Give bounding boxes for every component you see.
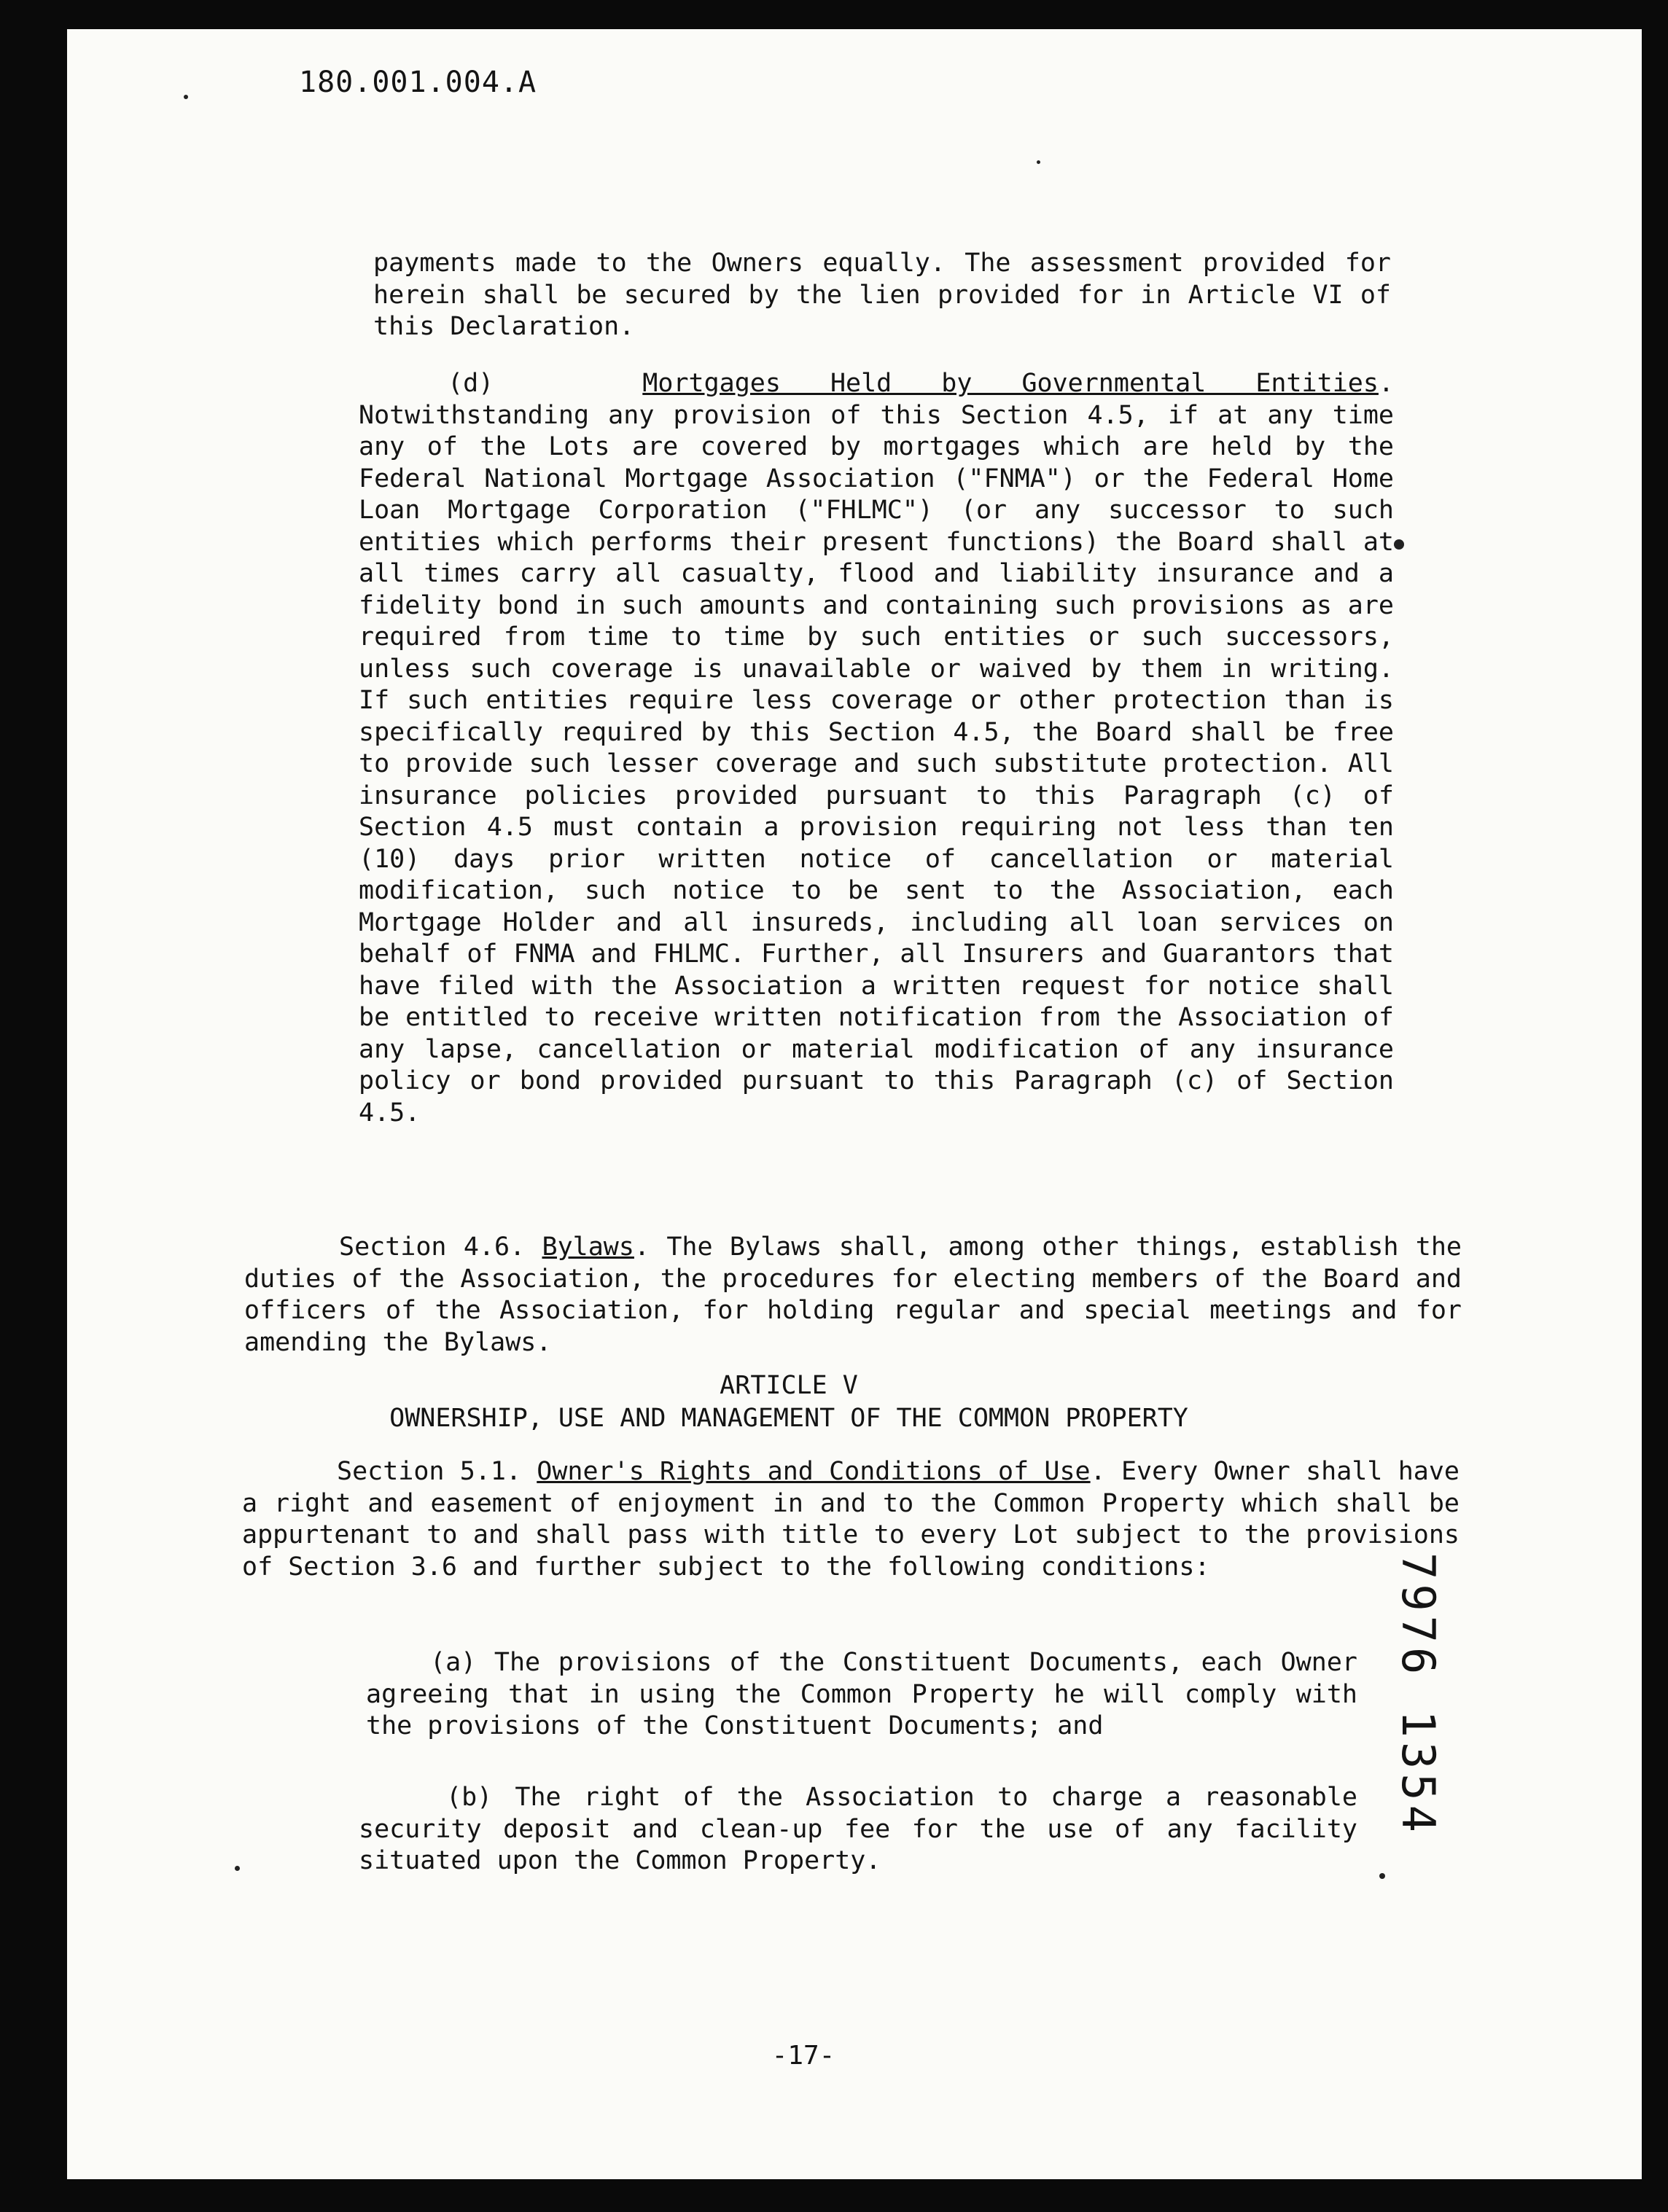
condition-b — [359, 1782, 1357, 1877]
scan-speck — [184, 95, 188, 99]
document-id: 180.001.004.A — [299, 66, 537, 99]
paragraph-d-heading: Mortgages Held by Governmental Entities — [642, 369, 1379, 398]
scan-speck — [1037, 160, 1040, 164]
scan-speck — [1379, 1873, 1385, 1879]
scan-speck — [1394, 539, 1404, 550]
section-5-1: Section 5.1. Owner's Rights and Conditions of Use. Every Owner shall have a right and easement of enjoyment in and to the Common Property which shall be appurtenant to and shall pass with title to every Lot subject to the provisions of Section 3.6 and further subject to the following conditions: — [242, 1457, 1460, 1582]
paragraph-assessment-text: payments made to the Owners equally. The assessment provided for herein shall be secured by the lien provided for in Article VI of this Declaration. — [373, 249, 1391, 341]
article-subtitle: OWNERSHIP, USE AND MANAGEMENT OF THE COMMON PROPERTY — [389, 1404, 1188, 1433]
section-4-6-label: Section 4.6. — [339, 1232, 526, 1262]
paragraph-d-label: (d) — [448, 369, 494, 398]
margin-recording-number: 7976 1354 — [1392, 1552, 1445, 1837]
paragraph-assessment — [373, 248, 1391, 343]
section-4-6: Section 4.6. Bylaws. The Bylaws shall, among other things, establish the duties of the Association, the procedures for electing members of the Board and officers of the Association, for holding regular and special meetings and for amending the Bylaws. — [244, 1232, 1462, 1357]
page-number: -17- — [771, 2041, 835, 2071]
scan-speck — [235, 1866, 240, 1871]
section-5-1-label: Section 5.1. — [337, 1457, 522, 1486]
condition-a-text: (a) The provisions of the Constituent Documents, each Owner agreeing that in using the Common Property he will comply with the provisions of the Constituent Documents; and — [366, 1648, 1357, 1740]
section-5-1-heading: Owner's Rights and Conditions of Use — [537, 1457, 1091, 1486]
paragraph-d-mortgages: (d) Mortgages Held by Governmental Entities. Notwithstanding any provision of this Section 4.5, if at any time any of the Lots are covered by mortgages which are held by the Federal National Mortgage Association ("FNMA") or the Federal Home Loan Mortgage Corporation ("FHLMC") (or any successor to such entities which performs their present functions) the Board shall at all times carry all casualty, flood and liability insurance and a fidelity bond in such amounts and containing such provisions as are required from time to time by such entities or such successors, unless such coverage is unavailable or waived by them in writing. If such entities require less coverage or other protection than is specifically required by this Section 4.5, the Board shall be free to provide such lesser coverage and such substitute protection. All insurance policies provided pursuant to this Paragraph (c) of Section 4.5 must contain a provision requiring not less than ten (10) days prior written notice of cancellation or material modification, such notice to be sent to the Association, each Mortgage Holder and all insureds, including all loan services on behalf of FNMA and FHLMC. Further, all Insurers and Guarantors that have filed with the Association a written request for notice shall be entitled to receive written notification from the Association of any lapse, cancellation or material modification of any insurance policy or bond provided pursuant to this Paragraph (c) of Section 4.5. — [359, 369, 1394, 1128]
section-4-6-heading: Bylaws — [542, 1232, 634, 1262]
condition-a — [366, 1647, 1357, 1743]
section-5-1-text: Every Owner shall have a right and easement of enjoyment in and to the Common Property which shall be appurtenant to and shall pass with title to every Lot subject to the provisions of Section 3.6 and further subject to the following conditions: — [242, 1457, 1460, 1582]
article-title: ARTICLE V — [720, 1371, 858, 1400]
document-page — [67, 29, 1642, 2179]
paragraph-d-text: Notwithstanding any provision of this Section 4.5, if at any time any of the Lots are covered by mortgages which are held by the Federal National Mortgage Association ("FNMA") or the Federal Home Loan Mortgage Corporation ("FHLMC") (or any successor to such entities which performs their present functions) the Board shall at all times carry all casualty, flood and liability insurance and a fidelity bond in such amounts and containing such provisions as are required from time to time by such entities or such successors, unless such coverage is unavailable or waived by them in writing. If such entities require less coverage or other protection than is specifically required by this Section 4.5, the Board shall be free to provide such lesser coverage and such substitute protection. All insurance policies provided pursuant to this Paragraph (c) of Section 4.5 must contain a provision requiring not less than ten (10) days prior written notice of cancellation or material modification, such notice to be sent to the Association, each Mortgage Holder and all insureds, including all loan services on behalf of FNMA and FHLMC. Further, all Insurers and Guarantors that have filed with the Association a written request for notice shall be entitled to receive written notification from the Association of any lapse, cancellation or material modification of any insurance policy or bond provided pursuant to this Paragraph (c) of Section 4.5. — [359, 400, 1394, 1128]
section-4-6-text: The Bylaws shall, among other things, establish the duties of the Association, the procedures for electing members of the Board and officers of the Association, for holding regular and special meetings and for amending the Bylaws. — [244, 1232, 1462, 1357]
condition-b-text: (b) The right of the Association to charge a reasonable security deposit and clean-up fee for the use of any facility situated upon the Common Property. — [359, 1783, 1357, 1875]
